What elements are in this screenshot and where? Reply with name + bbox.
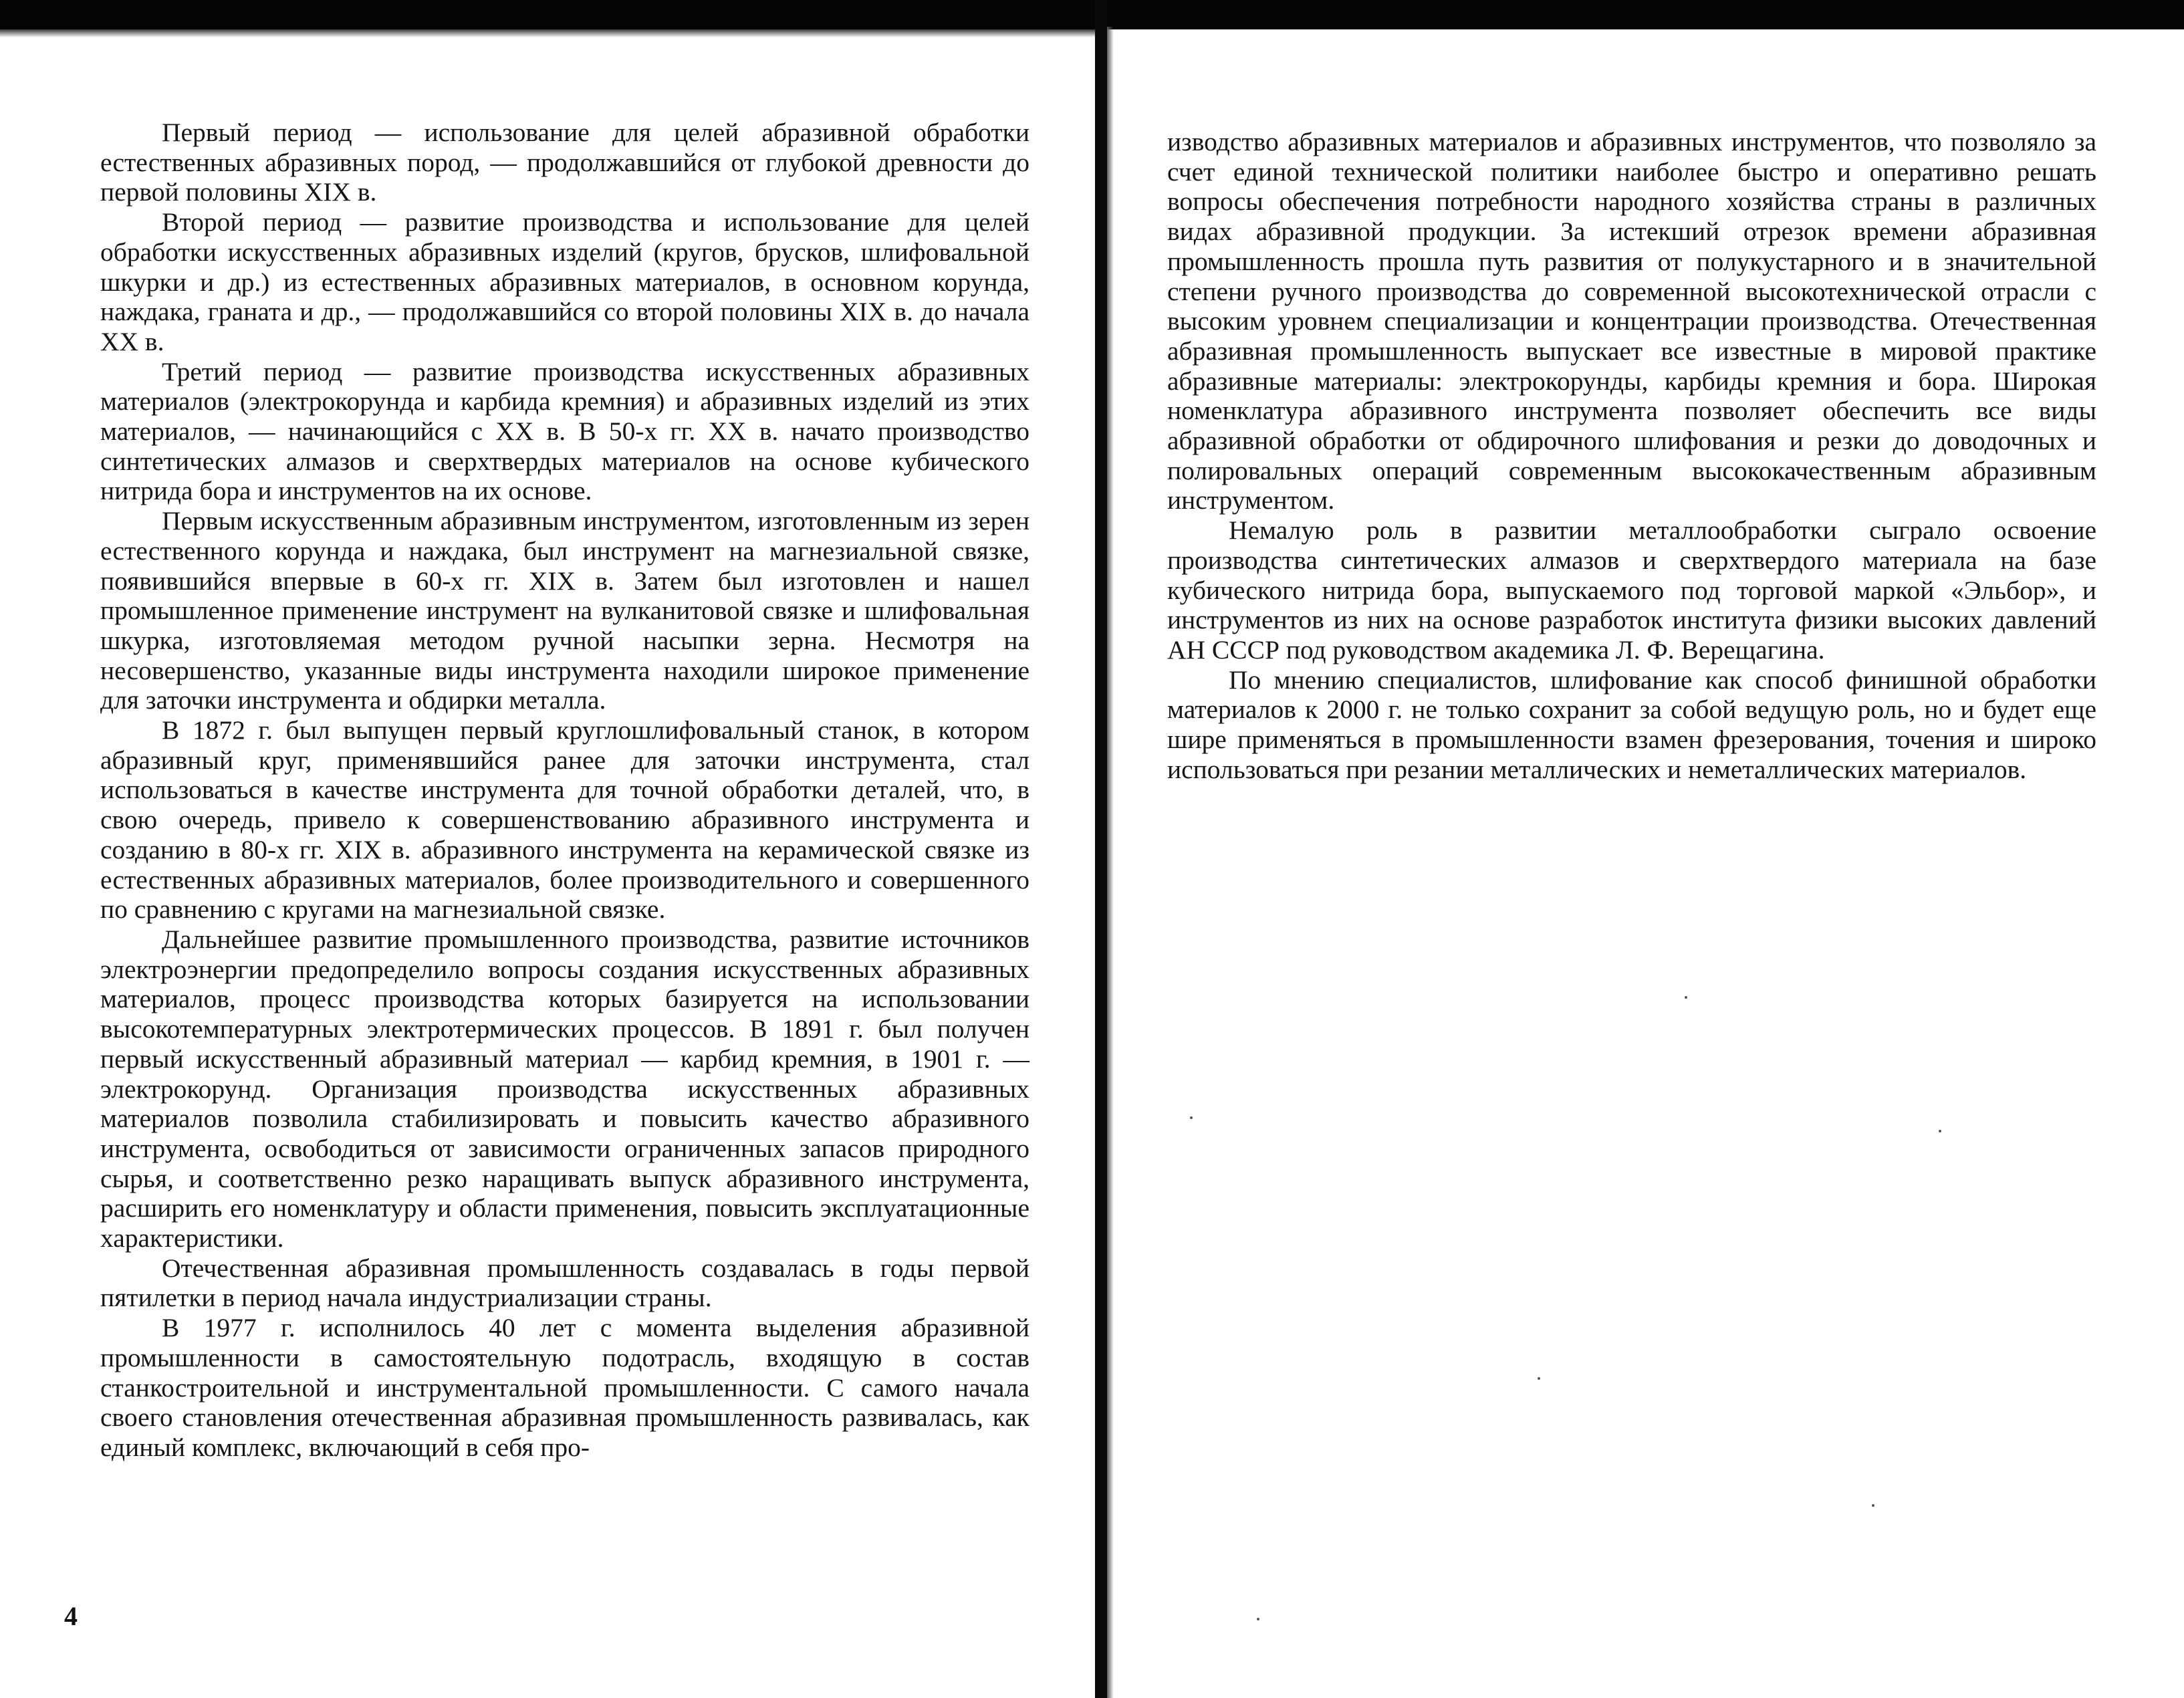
left-paragraph-8: В 1977 г. исполнилось 40 лет с момента выделения абразивной промышленности в самостоятельную подотрасль, входящую в состав станкостроительной и инструментальной промышленности. С самого начала своего становления отечественная абразивная промышленность развивалась, как единый комплекс, включающий в себя про- <box>100 1313 1029 1462</box>
left-paragraph-5: В 1872 г. был выпущен первый круглошлифовальный станок, в котором абразивный круг, применявшийся ранее для заточки инструмента, стал использоваться в качестве инструмента для точной обработки деталей, что, в свою очередь, привело к совершенствованию абразивного инструмента и созданию в 80-х гг. XIX в. абразивного инструмента на керамической связке из естественных абразивных материалов, более производительного и совершенного по сравнению с кругами на магнезиальной связке. <box>100 715 1029 925</box>
scan-speck <box>1538 1377 1540 1380</box>
book-spine <box>1095 0 1107 1698</box>
scan-speck <box>1190 1116 1193 1119</box>
left-page-text <box>100 118 1029 1463</box>
spine-shadow <box>1107 27 1114 1698</box>
left-paragraph-7: Отечественная абразивная промышленность создавалась в годы первой пятилетки в период начала индустриализации страны. <box>100 1253 1029 1313</box>
scan-speck <box>1685 996 1687 999</box>
left-paragraph-1: Первый период — использование для целей абразивной обработки естественных абразивных пород, — продолжавшийся от глубокой древности до первой половины XIX в. <box>100 118 1029 207</box>
left-paragraph-3: Третий период — развитие производства искусственных абразивных материалов (электрокорунда и карбида кремния) и абразивных изделий из этих материалов, — начинающийся с XX в. В 50-х гг. XX в. начато производство синтетических алмазов и сверхтвердых материалов на основе кубического нитрида бора и инструментов на их основе. <box>100 356 1029 506</box>
page-number: 4 <box>64 1601 78 1631</box>
scan-speck <box>1257 1618 1259 1620</box>
scan-speck <box>1872 1504 1874 1507</box>
scan-top-fade <box>0 29 1096 37</box>
right-page-text <box>1167 127 2096 784</box>
left-paragraph-6: Дальнейшее развитие промышленного производства, развитие источников электроэнергии предопределило вопросы создания искусственных абразивных материалов, процесс производства которых базируется на использовании высокотемпературных электротермических процессов. В 1891 г. был получен первый искусственный абразивный материал — карбид кремния, в 1901 г. — электрокорунд. Организация производства искусственных абразивных материалов позволила стабилизировать и повысить качество абразивного инструмента, освободиться от зависимости ограниченных запасов природного сырья, и соответственно резко наращивать выпуск абразивного инструмента, расширить его номенклатуру и области применения, повысить эксплуатационные характеристики. <box>100 924 1029 1253</box>
scan-top-shadow <box>0 0 2184 29</box>
left-paragraph-4: Первым искусственным абразивным инструментом, изготовленным из зерен естественного корунда и наждака, был инструмент на магнезиальной связке, появившийся впервые в 60-х гг. XIX в. Затем был изготовлен и нашел промышленное применение инструмент на вулканитовой связке и шлифовальная шкурка, изготовляемая методом ручной насыпки зерна. Несмотря на несовершенство, указанные виды инструмента находили широкое применение для заточки инструмента и обдирки металла. <box>100 506 1029 715</box>
right-paragraph-1: изводство абразивных материалов и абразивных инструментов, что позволяло за счет единой технической политики наиболее быстро и оперативно решать вопросы обеспечения потребности народного хозяйства страны в различных видах абразивной продукции. За истекший отрезок времени абразивная промышленность прошла путь развития от полукустарного и в значительной степени ручного производства до современной высокотехнической отрасли с высоким уровнем специализации и концентрации производства. Отечественная абразивная промышленность выпускает все известные в мировой практике абразивные материалы: электрокорунды, карбиды кремния и бора. Широкая номенклатура абразивного инструмента позволяет обеспечить все виды абразивной обработки от обдирочного шлифования и резки до доводочных и полировальных операций современным высококачественным абразивным инструментом. <box>1167 127 2096 515</box>
right-paragraph-3: По мнению специалистов, шлифование как способ финишной обработки материалов к 2000 г. не только сохранит за собой ведущую роль, но и будет еще шире применяться в промышленности взамен фрезерования, точения и широко использоваться при резании металлических и неметаллических материалов. <box>1167 664 2096 784</box>
scan-speck <box>1939 1130 1941 1132</box>
left-paragraph-2: Второй период — развитие производства и использование для целей обработки искусственных абразивных изделий (кругов, брусков, шлифовальной шкурки и др.) из естественных абразивных материалов, в основном корунда, наждака, граната и др., — продолжавшийся со второй половины XIX в. до начала XX в. <box>100 207 1029 356</box>
right-paragraph-2: Немалую роль в развитии металлообработки сыграло освоение производства синтетических алмазов и сверхтвердого материала на базе кубического нитрида бора, выпускаемого под торговой маркой «Эльбор», и инструментов из них на основе разработок института физики высоких давлений АН СССР под руководством академика Л. Ф. Верещагина. <box>1167 515 2096 664</box>
